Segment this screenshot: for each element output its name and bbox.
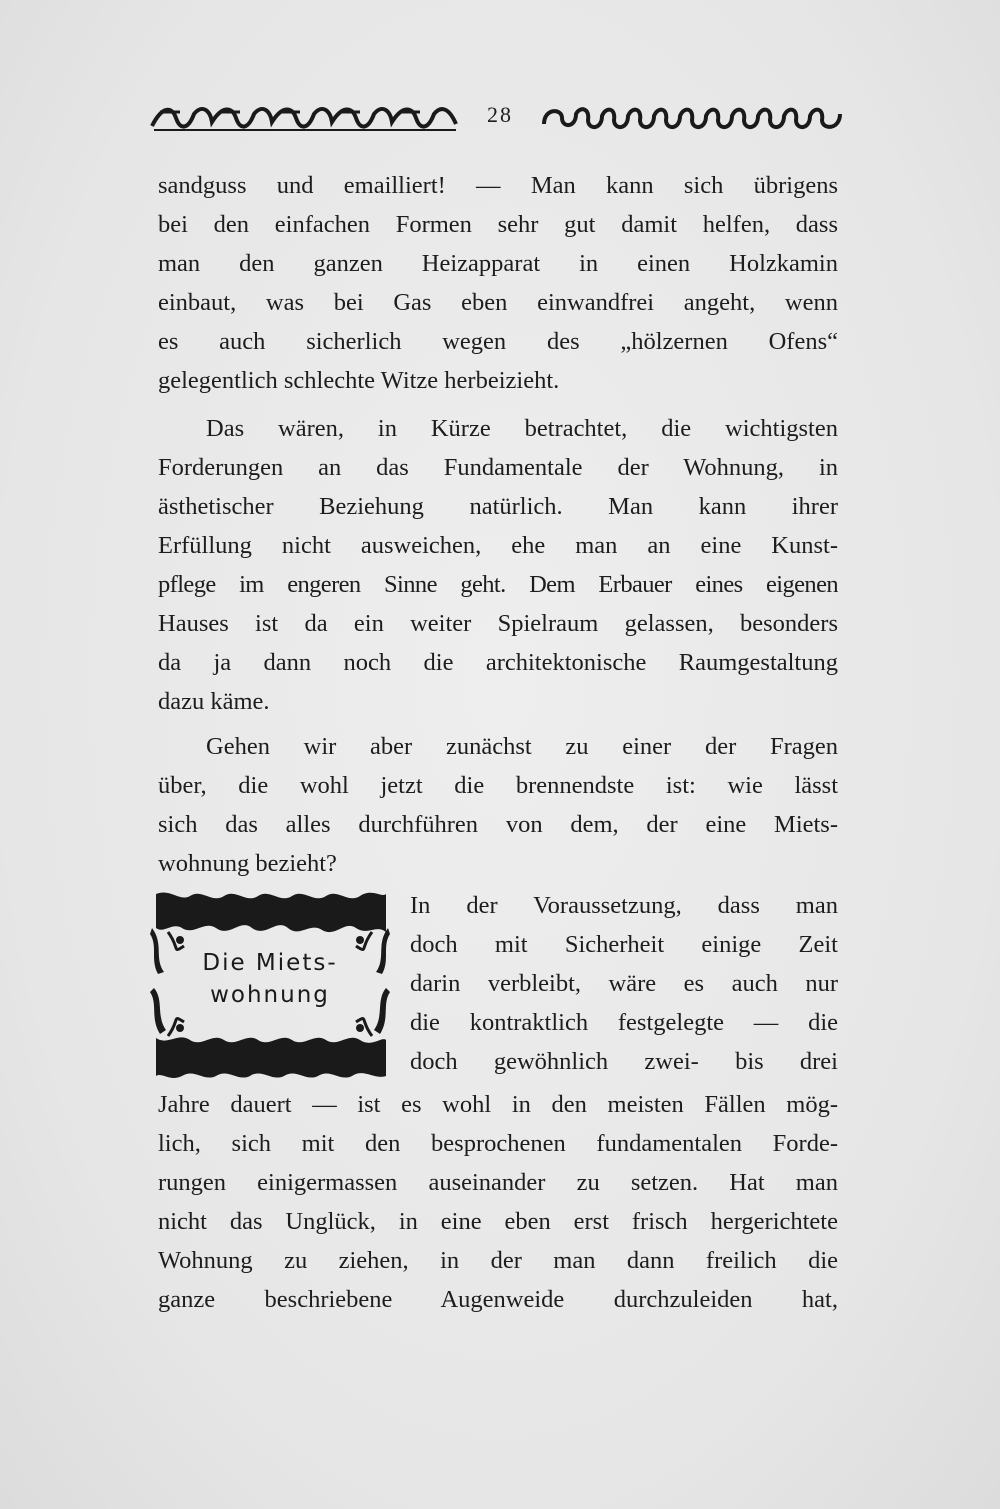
marginal-heading-line-2: wohnung — [210, 982, 330, 1008]
paragraph-2 — [158, 409, 838, 721]
text-line: wohnung bezieht? — [158, 850, 337, 877]
text-line: doch mit Sicherheit einige Zeit — [410, 931, 838, 958]
text-line: In der Voraussetzung, dass man — [410, 892, 838, 919]
paragraph-3 — [158, 727, 838, 883]
text-line: darin verbleibt, wäre es auch nur — [410, 970, 838, 997]
running-header — [150, 100, 845, 140]
text-line: rungen einigermassen auseinander zu setzen. Hat man — [158, 1169, 838, 1196]
marginal-heading-box — [150, 888, 390, 1080]
text-line: gelegentlich schlechte Witze herbeizieht. — [158, 367, 560, 394]
text-line: sandguss und emailliert! — Man kann sich übrigens — [158, 172, 838, 199]
text-line: Gehen wir aber zunächst zu einer der Fragen — [206, 733, 838, 760]
text-line: ästhetischer Beziehung natürlich. Man kann ihrer — [158, 493, 838, 520]
text-line: ganze beschriebene Augenweide durchzuleiden hat, — [158, 1286, 838, 1313]
text-line: über, die wohl jetzt die brennendste ist: wie lässt — [158, 772, 838, 799]
text-line: einbaut, was bei Gas eben einwandfrei angeht, wenn — [158, 289, 838, 316]
scroll-ornament-icon — [540, 104, 845, 134]
text-line: nicht das Unglück, in eine eben erst frisch hergerichtete — [158, 1208, 838, 1235]
text-line: dazu käme. — [158, 688, 270, 715]
text-line: Das wären, in Kürze betrachtet, die wichtigsten — [206, 415, 838, 442]
text-line: Wohnung zu ziehen, in der man dann freilich die — [158, 1247, 838, 1274]
page-number: 28 — [487, 102, 513, 127]
text-line: die kontraktlich festgelegte — die — [410, 1009, 838, 1036]
text-line: Forderungen an das Fundamentale der Wohnung, in — [158, 454, 838, 481]
text-line: da ja dann noch die architektonische Raumgestaltung — [158, 649, 838, 676]
text-line: man den ganzen Heizapparat in einen Holzkamin — [158, 250, 838, 277]
text-line: Hauses ist da ein weiter Spielraum gelassen, besonders — [158, 610, 838, 637]
text-line: Jahre dauert — ist es wohl in den meisten Fällen mög- — [158, 1091, 838, 1118]
marginal-heading-line-1: Die Miets- — [202, 950, 338, 976]
paragraph-4 — [410, 886, 838, 1081]
text-line: es auch sicherlich wegen des „hölzernen Ofens“ — [158, 328, 838, 355]
text-line: lich, sich mit den besprochenen fundamentalen Forde- — [158, 1130, 838, 1157]
wave-ornament-icon — [150, 104, 460, 134]
text-line: sich das alles durchführen von dem, der eine Miets- — [158, 811, 838, 838]
text-line: bei den einfachen Formen sehr gut damit helfen, dass — [158, 211, 838, 238]
text-line: doch gewöhnlich zwei- bis drei — [410, 1048, 838, 1075]
paragraph-1 — [158, 166, 838, 400]
paragraph-5 — [158, 1085, 838, 1319]
text-line: Erfüllung nicht ausweichen, ehe man an eine Kunst- — [158, 532, 838, 559]
text-line: pflege im engeren Sinne geht. Dem Erbauer eines eigenen — [158, 571, 838, 598]
